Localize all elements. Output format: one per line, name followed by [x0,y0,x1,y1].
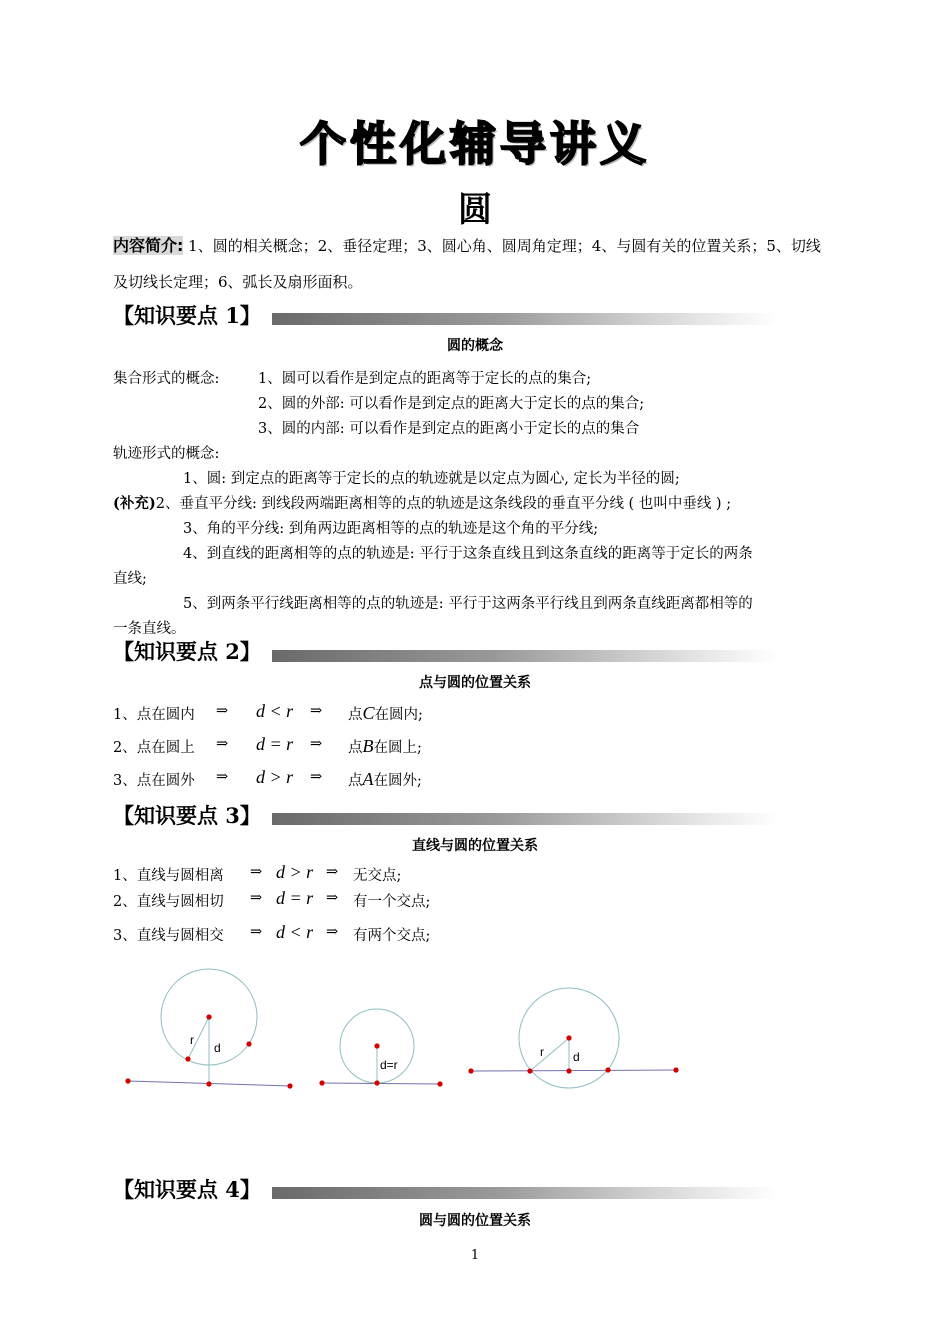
pc-text: 3、点在圆外 [113,773,195,789]
distance-label: d [573,1050,580,1064]
point-circle-row-2 [113,734,422,757]
circle-point [246,1041,251,1046]
locus-item-3: 3、角的平分线: 到角两边距离相等的点的轨迹是这个角的平分线; [183,521,599,537]
section-2-bar [272,650,777,662]
lc-text: 2、直线与圆相切 [113,894,224,910]
intersection-point [605,1067,610,1072]
locus-item-4b: 直线; [113,571,147,587]
locus-item-5a: 5、到两条平行线距离相等的点的轨迹是: 平行于这两条平行线且到两条直线距离都相等的 [183,596,753,612]
line-point [125,1078,130,1083]
pc-result: 点B在圆上; [348,736,422,756]
lc-relation: d > r [276,862,314,882]
radius-label: r [540,1045,544,1059]
lc-text: 1、直线与圆相离 [113,868,224,884]
implies-icon: ⇒ [250,864,263,880]
diagram-separate [125,969,292,1089]
pc-text: 1、点在圆内 [113,707,195,723]
section-3-bar [272,813,777,825]
implies-icon: ⇒ [216,703,229,719]
set-item-2: 2、圆的外部: 可以看作是到定点的距离大于定长的点的集合; [258,396,645,412]
locus-item-1: 1、圆: 到定点的距离等于定长的点的轨迹就是以定点为圆心, 定长为半径的圆; [183,471,680,487]
set-concept-label: 集合形式的概念: [113,371,220,387]
line-shape [322,1083,440,1084]
document-title: 个性化辅导讲义 [300,117,650,171]
center-point [206,1014,211,1019]
implies-icon: ⇒ [310,736,323,752]
diagram-intersect [468,988,678,1088]
set-item-3: 3、圆的内部: 可以看作是到定点的距离小于定长的点的集合 [258,421,640,437]
locus-item-2 [113,492,731,513]
implies-icon: ⇒ [326,924,339,940]
implies-icon: ⇒ [310,769,323,785]
pc-relation: d > r [256,767,294,787]
implies-icon: ⇒ [216,736,229,752]
point-circle-row-1 [113,701,423,724]
radius-segment [530,1038,569,1071]
line-point [673,1067,678,1072]
pc-result: 点A在圆外; [348,769,422,789]
lc-result: 有两个交点; [353,928,431,944]
line-point [437,1081,442,1086]
implies-icon: ⇒ [250,924,263,940]
locus-item-5b: 一条直线。 [113,621,186,637]
intro-line1: 1、圆的相关概念；2、垂径定理；3、圆心角、圆周角定理；4、与圆有关的位置关系；5、切线 [183,237,821,255]
tangent-point [374,1080,379,1085]
locus-item-4a: 4、到直线的距离相等的点的轨迹是: 平行于这条直线且到这条直线的距离等于定长的两条 [183,546,753,562]
line-circle-diagrams [0,960,950,1100]
lc-relation: d = r [276,888,314,908]
lc-result: 有一个交点; [353,894,431,910]
intersection-point [527,1068,532,1073]
foot-point [566,1068,571,1073]
pc-result: 点C在圆内; [348,703,423,723]
line-point [468,1068,473,1073]
subject-title: 圆 [458,190,492,230]
line-circle-row-2 [113,888,431,911]
implies-icon: ⇒ [326,890,339,906]
implies-icon: ⇒ [216,769,229,785]
implies-icon: ⇒ [326,864,339,880]
circle-point [185,1056,190,1061]
tangent-label: d=r [380,1058,398,1072]
line-circle-row-3 [113,922,431,945]
radius-label: r [190,1033,194,1047]
set-item-1: 1、圆可以看作是到定点的距离等于定长的点的集合; [258,371,592,387]
locus-concept-label: 轨迹形式的概念: [113,446,220,462]
lc-text: 3、直线与圆相交 [113,928,224,944]
center-point [374,1043,379,1048]
line-circle-row-1 [113,862,402,885]
section-1-subtitle: 圆的概念 [447,338,503,354]
section-4-subtitle: 圆与圆的位置关系 [419,1213,531,1229]
intro-label: 内容简介: [113,236,184,255]
section-1-heading: 【知识要点 1】 [113,303,261,328]
pc-relation: d = r [256,734,294,754]
section-4-heading: 【知识要点 4】 [113,1177,261,1202]
section-2-heading: 【知识要点 2】 [113,639,261,664]
lc-result: 无交点; [353,868,402,884]
center-point [566,1035,571,1040]
diagram-tangent [319,1009,442,1087]
pc-text: 2、点在圆上 [113,740,195,756]
locus-item-2-text: 2、垂直平分线: 到线段两端距离相等的点的轨迹是这条线段的垂直平分线 ( 也叫中垂线 ) ; [155,496,732,512]
line-point [287,1083,292,1088]
section-2-subtitle: 点与圆的位置关系 [419,675,531,691]
foot-point [206,1081,211,1086]
implies-icon: ⇒ [310,703,323,719]
section-3-subtitle: 直线与圆的位置关系 [412,838,538,854]
section-1-bar [272,313,777,325]
point-circle-row-3 [113,767,422,790]
intro-line2: 及切线长定理；6、弧长及扇形面积。 [113,273,363,291]
pc-relation: d < r [256,701,294,721]
supplement-label: (补充) [113,495,156,512]
lc-relation: d < r [276,922,314,942]
section-3-heading: 【知识要点 3】 [113,803,261,828]
page-number: 1 [470,1248,480,1263]
line-point [319,1080,324,1085]
line-shape [471,1070,676,1071]
section-4-bar [272,1187,777,1199]
intro-paragraph [113,228,838,300]
distance-label: d [214,1041,221,1055]
implies-icon: ⇒ [250,890,263,906]
